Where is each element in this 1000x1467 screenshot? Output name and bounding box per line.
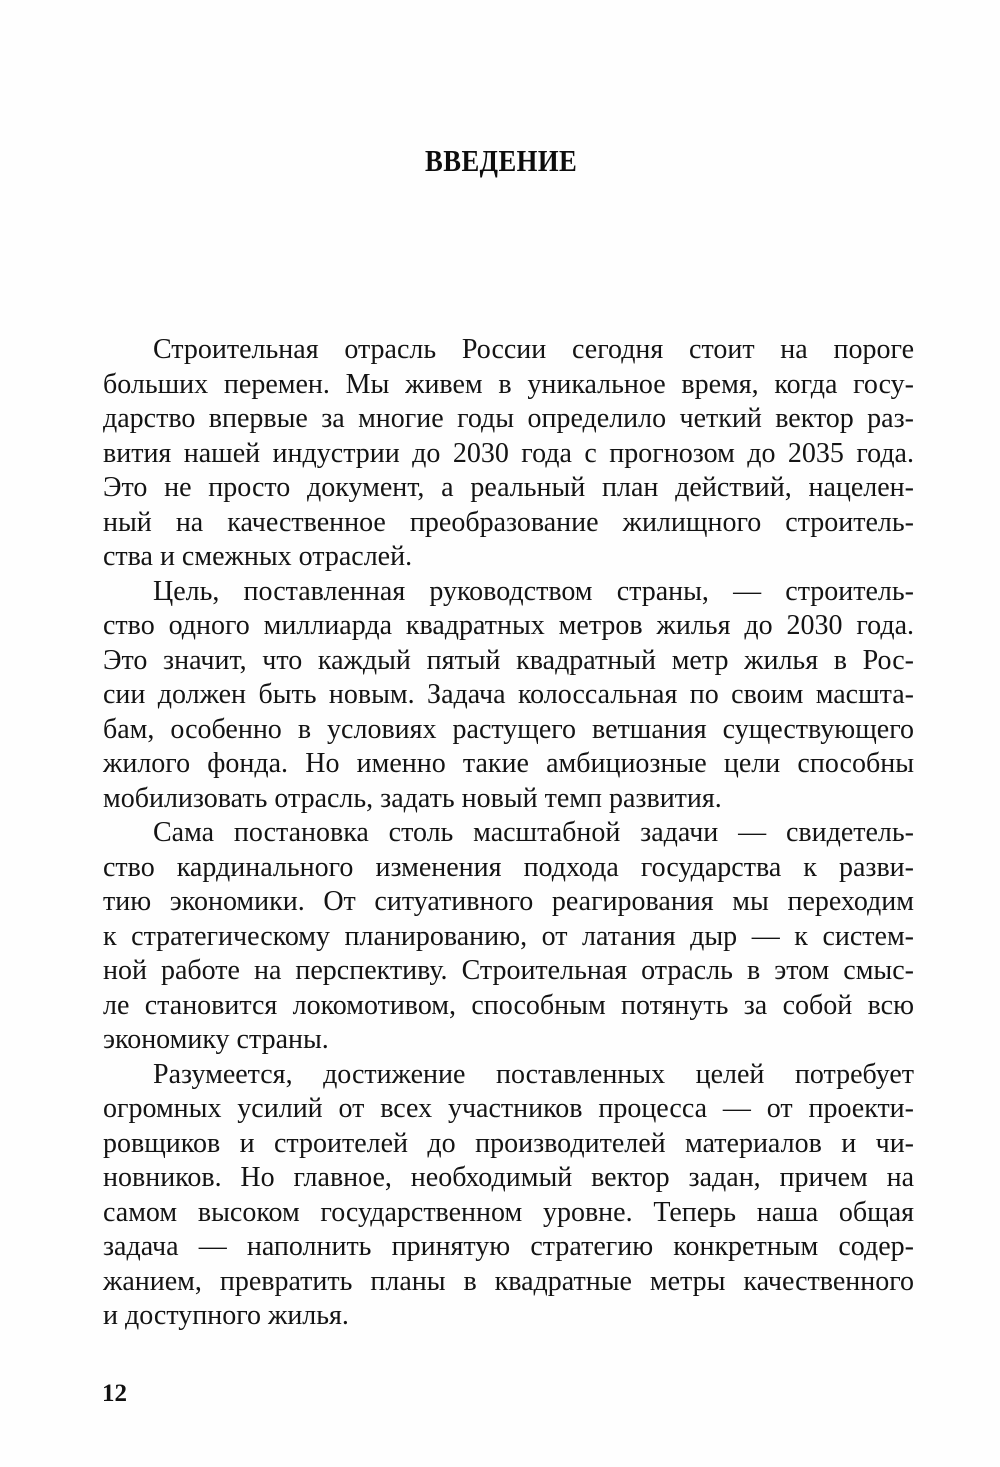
text-line: дарство впервые за многие годы определило четкий вектор раз- — [103, 403, 914, 434]
text-line: Это не просто документ, а реальный план действий, нацелен- — [103, 472, 914, 503]
text-line: вития нашей индустрии до 2030 года с прогнозом до 2035 года. — [103, 437, 914, 469]
text-line: ство кардинального изменения подхода государства к разви- — [103, 851, 914, 883]
text-line: Цель, поставленная руководством страны, — строитель- — [153, 575, 914, 607]
text-line: ле становится локомотивом, способным потянуть за собой всю — [103, 989, 914, 1021]
page-number: 12 — [102, 1380, 127, 1407]
text-line: Это значит, что каждый пятый квадратный метр жилья в Рос- — [103, 644, 914, 676]
body-text — [103, 333, 914, 1334]
text-line: ной работе на перспективу. Строительная отрасль в этом смыс- — [103, 955, 914, 986]
text-line: сии должен быть новым. Задача колоссальная по своим масшта- — [103, 679, 914, 710]
text-line: и доступного жилья. — [103, 1300, 349, 1331]
text-line: Строительная отрасль России сегодня стоит на пороге — [153, 334, 914, 365]
text-line: самом высоком государственном уровне. Теперь наша общая — [103, 1196, 914, 1228]
text-line: тию экономики. От ситуативного реагирования мы переходим — [103, 886, 914, 917]
text-line: огромных усилий от всех участников процесса — от проекти- — [103, 1093, 914, 1124]
paragraph-1 — [103, 333, 914, 575]
text-line: Разумеется, достижение поставленных целей потребует — [153, 1058, 914, 1090]
text-line: ровщиков и строителей до производителей материалов и чи- — [103, 1127, 914, 1159]
text-line: жилого фонда. Но именно такие амбициозные цели способны — [103, 748, 914, 779]
text-line: жанием, превратить планы в квадратные метры качественного — [103, 1265, 914, 1297]
text-line: мобилизовать отрасль, задать новый темп развития. — [103, 782, 722, 814]
paragraph-3 — [103, 816, 914, 1058]
text-line: больших перемен. Мы живем в уникальное время, когда госу- — [103, 368, 914, 400]
text-line: экономику страны. — [103, 1024, 329, 1055]
text-line: новников. Но главное, необходимый вектор задан, причем на — [103, 1162, 914, 1193]
text-line: Сама постановка столь масштабной задачи — свидетель- — [153, 817, 914, 848]
text-line: ства и смежных отраслей. — [103, 541, 413, 572]
text-line: задача — наполнить принятую стратегию конкретным содер- — [103, 1231, 914, 1262]
text-line: бам, особенно в условиях растущего ветшания существующего — [103, 713, 914, 745]
text-line: к стратегическому планированию, от латания дыр — к систем- — [103, 920, 914, 952]
text-line: ный на качественное преобразование жилищного строитель- — [103, 506, 914, 538]
paragraph-4 — [103, 1058, 914, 1334]
paragraph-2 — [103, 575, 914, 817]
text-line: ство одного миллиарда квадратных метров жилья до 2030 года. — [103, 610, 914, 641]
chapter-title: ВВЕДЕНИЕ — [425, 142, 578, 178]
